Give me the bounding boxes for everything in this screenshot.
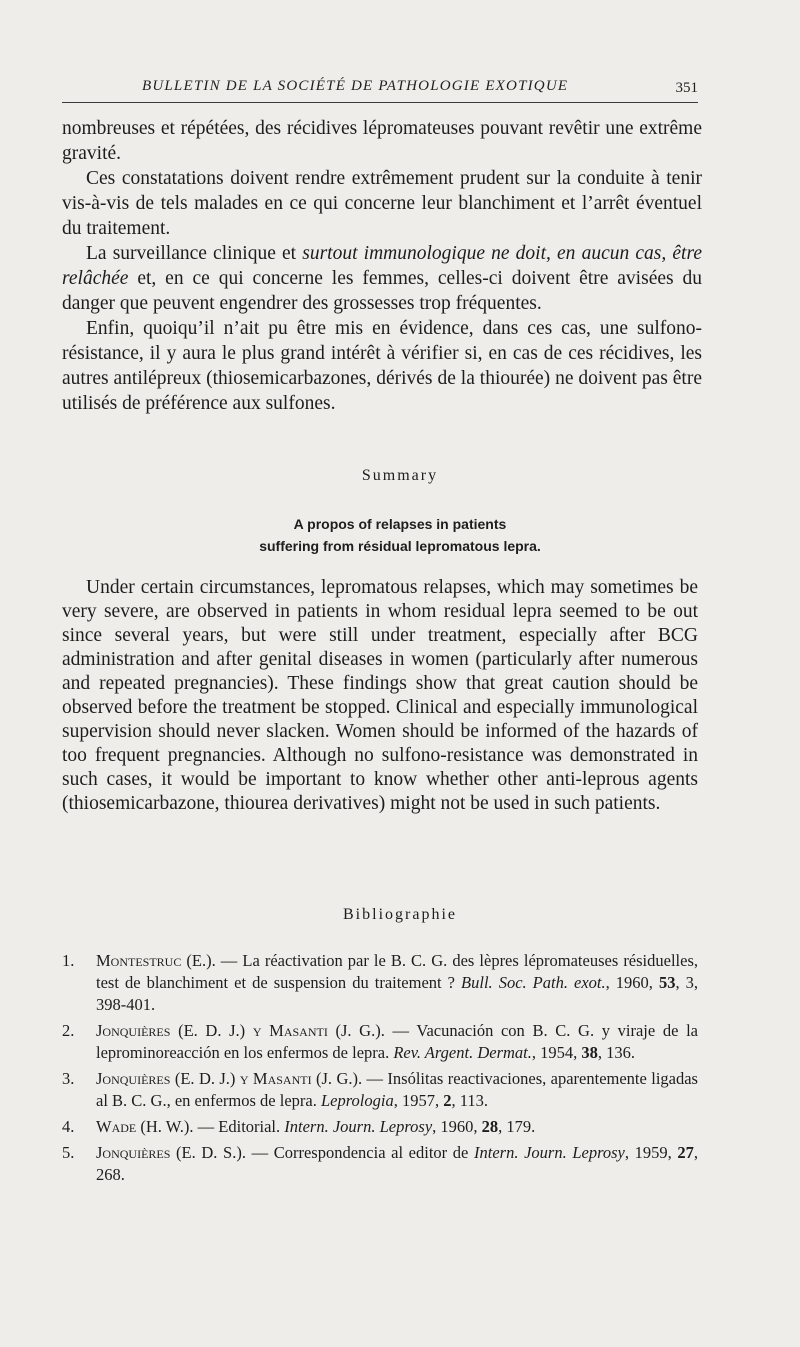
reference-authors: Wade (H. W.). xyxy=(96,1117,194,1136)
reference-year: , 1960, xyxy=(605,973,659,992)
paragraph-3 xyxy=(62,241,702,316)
journal-title: BULLETIN DE LA SOCIÉTÉ DE PATHOLOGIE EXOTIQUE xyxy=(142,78,569,94)
french-conclusion xyxy=(62,116,702,416)
reference-pages: , 268. xyxy=(96,1143,699,1184)
page-number: 351 xyxy=(675,80,698,96)
reference-number: 5. xyxy=(62,1143,75,1162)
reference-item xyxy=(62,1142,698,1186)
reference-volume: 28 xyxy=(481,1117,499,1136)
reference-number: 1. xyxy=(62,951,75,970)
paragraph-4: Enfin, quoiqu’il n’ait pu être mis en évidence, dans ces cas, une sulfono-résistance, il y aura le plus grand intérêt à vérifier si, en cas de ces récidives, les autres antilépreux (thiosemicarbazones, dérivés de la thiourée) ne doivent pas être utilisés de préférence aux sulfones. xyxy=(62,318,702,414)
paragraph-3-start: La surveillance clinique et xyxy=(86,243,303,264)
reference-title: — Editorial. xyxy=(193,1117,285,1136)
summary-text: Under certain circumstances, lepromatous relapses, which may sometimes be very severe, are observed in patients in whom residual lepra seemed to be out since several years, but were still under treatment, especially after BCG administration and after genital diseases in women (particularly after numerous and repeated pregnancies). These findings show that great caution should be observed before the treatment be stopped. Clinical and especially immunological supervision should never slacken. Women should be informed of the hazards of too frequent pregnancies. Although no sulfono-resistance was demonstrated in such cases, it would be important to know whether other anti-leprous agents (thiosemicarbazone, thiourea derivatives) might not be used in such patients. xyxy=(62,577,698,814)
reference-text xyxy=(96,1116,698,1138)
reference-volume: 38 xyxy=(581,1043,598,1062)
reference-volume: 2 xyxy=(443,1091,452,1110)
reference-text xyxy=(96,1142,698,1186)
paragraph-3-emphasis: surtout immunologique ne doit, en aucun cas, être relâchée xyxy=(62,243,702,289)
reference-year: , 1959, xyxy=(624,1143,678,1162)
reference-volume: 27 xyxy=(677,1143,694,1162)
reference-item xyxy=(62,1020,698,1064)
reference-text xyxy=(96,1020,698,1064)
summary-title-line-1: A propos of relapses in patients xyxy=(293,516,507,532)
paragraph-3-end: et, en ce qui concerne les femmes, celles-ci doivent être avisées du danger que peuvent engendrer des grossesses trop fréquentes. xyxy=(62,268,702,314)
running-header xyxy=(62,68,698,103)
reference-year: , 1957, xyxy=(393,1091,444,1110)
reference-number: 4. xyxy=(62,1117,75,1136)
reference-journal: Bull. Soc. Path. exot. xyxy=(461,973,606,992)
paragraph-2: Ces constatations doivent rendre extrêmement prudent sur la conduite à tenir vis-à-vis de tels malades en ce qui concerne leur blanchiment et l’arrêt éventuel du traitement. xyxy=(62,168,702,239)
reference-authors: Montestruc (E.). xyxy=(96,951,216,970)
reference-item xyxy=(62,1068,698,1112)
reference-pages: , 3, 398-401. xyxy=(96,973,699,1014)
reference-year: , 1960, xyxy=(432,1117,482,1136)
reference-volume: 53 xyxy=(658,973,676,992)
reference-title: — La réactivation par le B. C. G. des lèpres lépromateuses résiduelles, test de blanchiment et de suspension du traitement ? xyxy=(96,951,698,992)
summary-heading: Summary xyxy=(361,467,439,484)
reference-item xyxy=(62,1116,698,1138)
english-summary xyxy=(62,576,698,816)
reference-authors: Jonquières (E. D. J.) y Masanti (J. G.). xyxy=(96,1069,363,1088)
reference-number: 2. xyxy=(62,1021,75,1040)
reference-authors: Jonquières (E. D. J.) y Masanti (J. G.). xyxy=(96,1021,385,1040)
summary-title xyxy=(0,513,800,557)
reference-pages: , 113. xyxy=(451,1091,488,1110)
reference-title: — Vacunación con B. C. G. y viraje de la leprominoreacción en los enfermos de lepra. xyxy=(96,1021,698,1062)
reference-pages: , 136. xyxy=(597,1043,636,1062)
paragraph-1: nombreuses et répétées, des récidives lépromateuses pouvant revêtir une extrême gravité. xyxy=(62,118,702,164)
reference-item xyxy=(62,950,698,1016)
reference-journal: Leprologia xyxy=(320,1091,394,1110)
bibliography-list xyxy=(62,950,698,1190)
reference-journal: Rev. Argent. Dermat. xyxy=(393,1043,532,1062)
reference-text xyxy=(96,950,698,1016)
bibliography-heading: Bibliographie xyxy=(343,906,457,923)
reference-journal: Intern. Journ. Leprosy xyxy=(474,1143,625,1162)
reference-title: — Correspondencia al editor de xyxy=(245,1143,474,1162)
reference-title: — Insólitas reactivaciones, aparentemente ligadas al B. C. G., en enfermos de lepra. xyxy=(96,1069,698,1110)
summary-title-line-2: suffering from résidual lepromatous lepra. xyxy=(259,538,541,554)
reference-text xyxy=(96,1068,698,1112)
reference-pages: , 179. xyxy=(498,1117,536,1136)
reference-authors: Jonquières (E. D. S.). xyxy=(96,1143,246,1162)
reference-journal: Intern. Journ. Leprosy xyxy=(284,1117,433,1136)
reference-year: , 1954, xyxy=(531,1043,582,1062)
reference-number: 3. xyxy=(62,1069,75,1088)
